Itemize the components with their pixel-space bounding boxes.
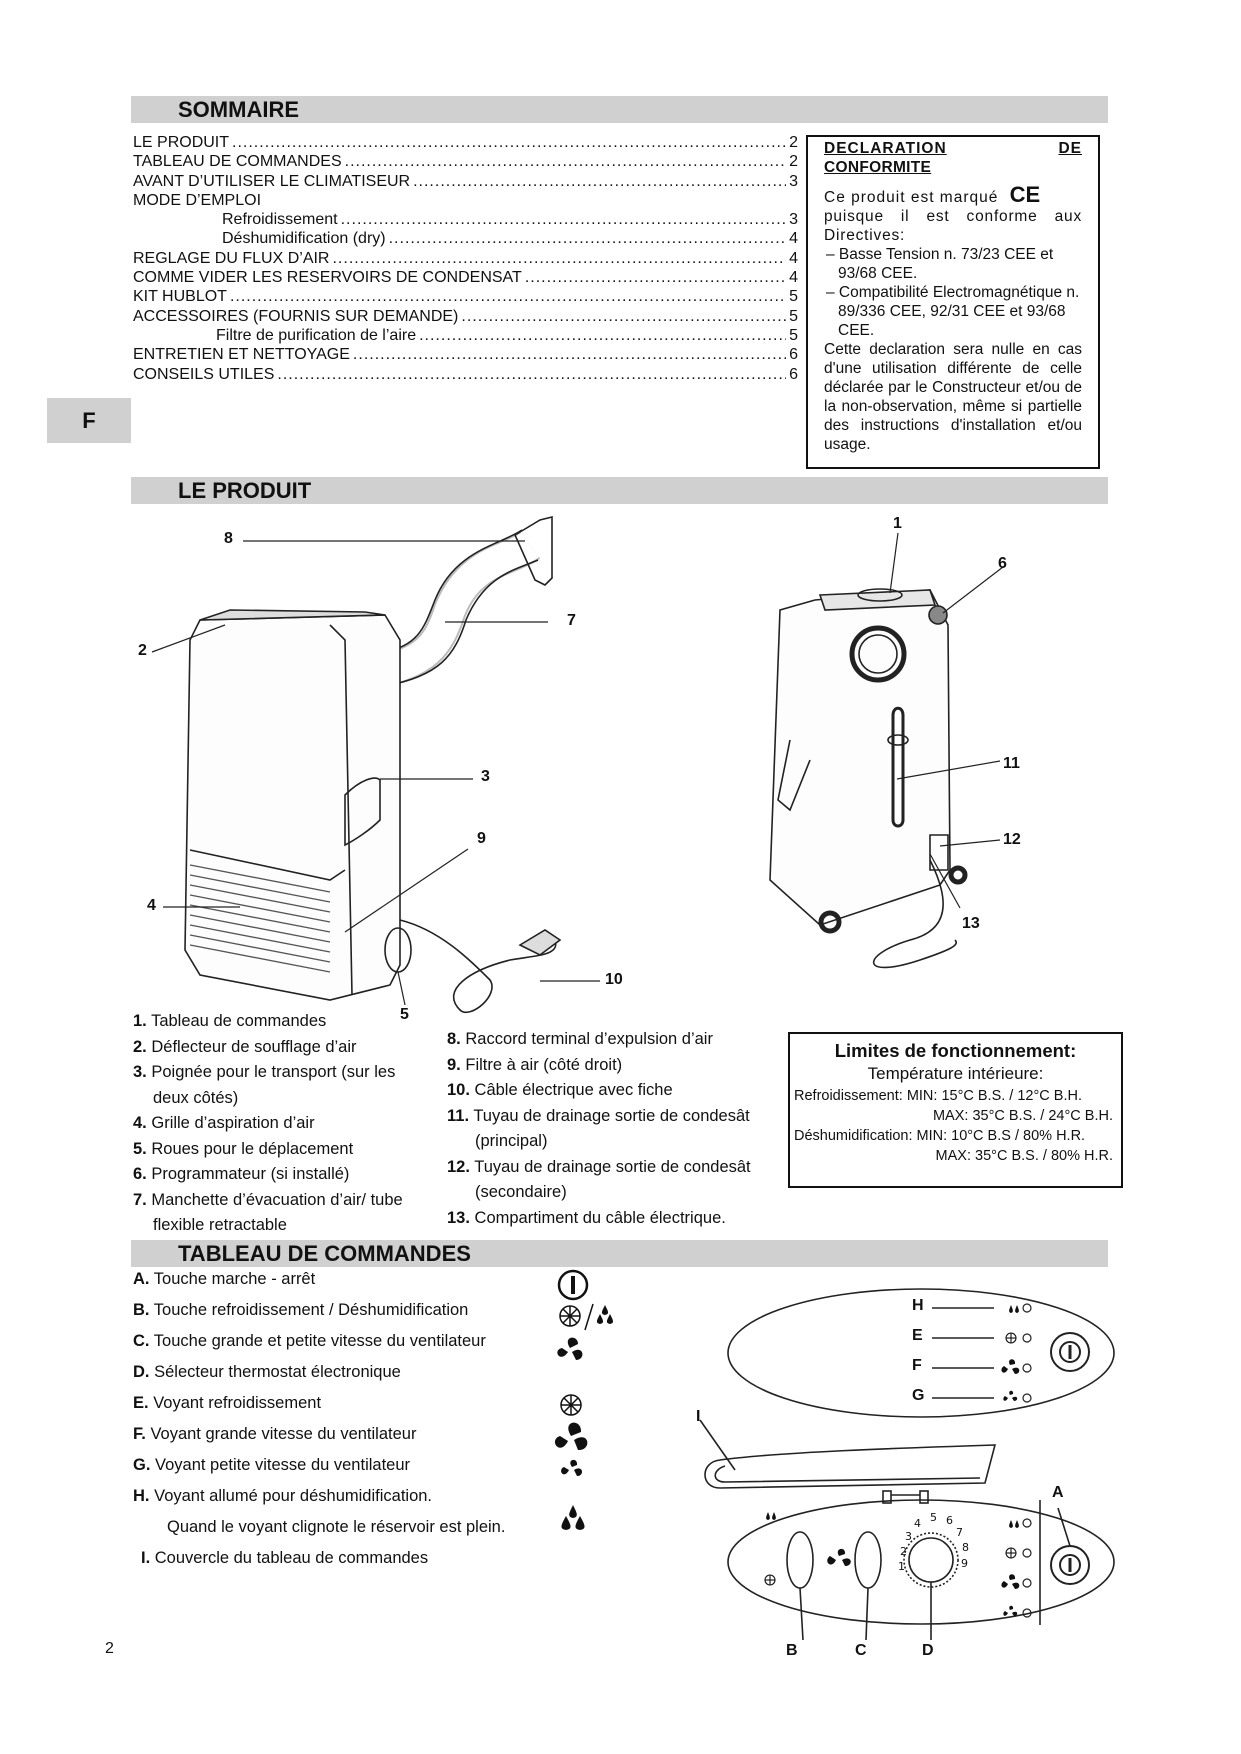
- list-item: E. Voyant refroidissement: [133, 1394, 322, 1412]
- callout-2: 2: [138, 642, 147, 659]
- limits-row: MAX: 35°C B.S. / 80% H.R.: [935, 1148, 1113, 1164]
- callout-6: 6: [998, 555, 1007, 572]
- list-item: 12. Tuyau de drainage sortie de condesât (secondaire): [447, 1157, 751, 1201]
- declaration-intro: Ce produit est marqué CE: [824, 182, 1041, 207]
- list-item: 3. Poignée pour le transport (sur les deux côtés): [133, 1063, 396, 1107]
- list-item: I. Couvercle du tableau de commandes: [141, 1549, 429, 1567]
- indicator-dot: [1023, 1304, 1031, 1402]
- list-item: 10. Câble électrique avec fiche: [447, 1081, 673, 1099]
- dial-number: 5: [930, 1511, 937, 1524]
- list-item: G. Voyant petite vitesse du ventilateur: [133, 1456, 411, 1474]
- language-tab: F: [47, 398, 131, 443]
- list-item: C. Touche grande et petite vitesse du ventilateur: [133, 1332, 486, 1350]
- sommaire-title: SOMMAIRE: [178, 97, 299, 122]
- list-item: 1. Tableau de commandes: [133, 1012, 327, 1030]
- dial-number: 9: [961, 1557, 968, 1570]
- page-number: 2: [105, 1640, 114, 1657]
- directive-item: – Compatibilité Electromagnétique n. 89/336 CEE, 92/31 CEE et 93/68 CEE.: [826, 284, 1080, 339]
- toc-row[interactable]: ACCESSOIRES (FOURNIS SUR DEMANDE) ..... 5: [133, 307, 798, 326]
- limits-row: Refroidissement: MIN: 15°C B.S. / 12°C B.H.: [794, 1088, 1082, 1104]
- panel-label-c: C: [855, 1642, 867, 1659]
- panel-label-i: I: [696, 1408, 701, 1425]
- panel-label-f: F: [912, 1357, 922, 1374]
- limits-row: MAX: 35°C B.S. / 24°C B.H.: [932, 1108, 1113, 1124]
- toc-row[interactable]: LE PRODUIT ..... 2: [133, 133, 798, 152]
- callout-7: 7: [567, 612, 576, 629]
- callout-3: 3: [481, 768, 490, 785]
- list-item: D. Sélecteur thermostat électronique: [133, 1363, 401, 1381]
- toc-row[interactable]: Refroidissement ..... 3: [133, 210, 798, 229]
- list-item: 7. Manchette d’évacuation d’air/ tube flexible retractable: [133, 1190, 403, 1234]
- list-item: 4. Grille d’aspiration d’air: [133, 1114, 315, 1132]
- limits-title: Limites de fonctionnement:: [834, 1040, 1077, 1061]
- declaration-intro-2: puisque il est conforme aux Directives:: [824, 208, 1082, 244]
- list-item: 13. Compartiment du câble électrique.: [447, 1208, 726, 1227]
- toc-row[interactable]: COMME VIDER LES RESERVOIRS DE CONDENSAT ..... 4: [133, 268, 798, 287]
- callout-12: 12: [1003, 831, 1021, 848]
- panel-label-a: A: [1052, 1484, 1064, 1501]
- toc-row[interactable]: ENTRETIEN ET NETTOYAGE ..... 6: [133, 345, 798, 364]
- list-item: Quand le voyant clignote le réservoir est plein.: [167, 1518, 506, 1536]
- ce-mark-icon: CE: [1009, 182, 1041, 207]
- list-item: 2. Déflecteur de soufflage d’air: [133, 1037, 357, 1056]
- dial-number: 7: [956, 1526, 963, 1539]
- list-item: B. Touche refroidissement / Déshumidification: [133, 1301, 469, 1319]
- list-item: 8. Raccord terminal d’expulsion d’air: [447, 1030, 713, 1048]
- dial-number: 8: [962, 1541, 969, 1554]
- panel-label-e: E: [912, 1327, 923, 1344]
- panel-label-b: B: [786, 1642, 798, 1659]
- dial-number: 3: [905, 1530, 912, 1543]
- callout-5: 5: [400, 1006, 409, 1023]
- directive-item: – Basse Tension n. 73/23 CEE et 93/68 CEE.: [826, 246, 1054, 282]
- list-item: 11. Tuyau de drainage sortie de condesât (principal): [447, 1106, 750, 1150]
- declaration-note: Cette declaration sera nulle en cas d'une utilisation différente de celle déclarée par le Constructeur et/ou de la non-observation, même si partielle des instructions d'installation et/ou usage.: [824, 341, 1082, 453]
- toc-row[interactable]: Filtre de purification de l’aire ..... 5: [133, 326, 798, 345]
- callout-8: 8: [224, 530, 233, 547]
- produit-title: LE PRODUIT: [178, 478, 312, 503]
- declaration-title: DECLARATION DE: [824, 140, 1082, 157]
- list-item: F. Voyant grande vitesse du ventilateur: [133, 1425, 417, 1443]
- toc-row[interactable]: REGLAGE DU FLUX D’AIR ..... 4: [133, 249, 798, 268]
- callout-10: 10: [605, 971, 623, 988]
- panel-label-d: D: [922, 1642, 934, 1659]
- list-item: A. Touche marche - arrêt: [133, 1270, 316, 1288]
- panel-label-g: G: [912, 1387, 925, 1404]
- panel-label-h: H: [912, 1297, 924, 1314]
- callout-1: 1: [893, 515, 902, 532]
- tableau-title: TABLEAU DE COMMANDES: [178, 1241, 471, 1266]
- toc-row[interactable]: Déshumidification (dry) ..... 4: [133, 229, 798, 248]
- limits-row: Déshumidification: MIN: 10°C B.S / 80% H.R.: [794, 1128, 1086, 1144]
- list-item: 9. Filtre à air (côté droit): [447, 1055, 623, 1074]
- dial-number: 1: [898, 1560, 905, 1573]
- dial-number: 4: [914, 1517, 921, 1530]
- dial-number: 6: [946, 1514, 953, 1527]
- declaration-title-2: CONFORMITE: [824, 159, 932, 176]
- callout-9: 9: [477, 830, 486, 847]
- callout-11: 11: [1003, 755, 1020, 772]
- toc-row[interactable]: AVANT D’UTILISER LE CLIMATISEUR ..... 3: [133, 172, 798, 191]
- toc-row[interactable]: MODE D’EMPLOI: [133, 191, 262, 209]
- list-item: 5. Roues pour le déplacement: [133, 1139, 354, 1158]
- toc-row[interactable]: TABLEAU DE COMMANDES ..... 2: [133, 152, 798, 171]
- dial-number: 2: [900, 1545, 907, 1558]
- toc-row[interactable]: CONSEILS UTILES ..... 6: [133, 365, 798, 384]
- list-item: 6. Programmateur (si installé): [133, 1165, 350, 1183]
- list-item: H. Voyant allumé pour déshumidification.: [133, 1487, 433, 1505]
- callout-13: 13: [962, 915, 980, 932]
- callout-4: 4: [147, 897, 156, 914]
- limits-subtitle: Température intérieure:: [867, 1064, 1044, 1083]
- toc-row[interactable]: KIT HUBLOT ..... 5: [133, 287, 798, 306]
